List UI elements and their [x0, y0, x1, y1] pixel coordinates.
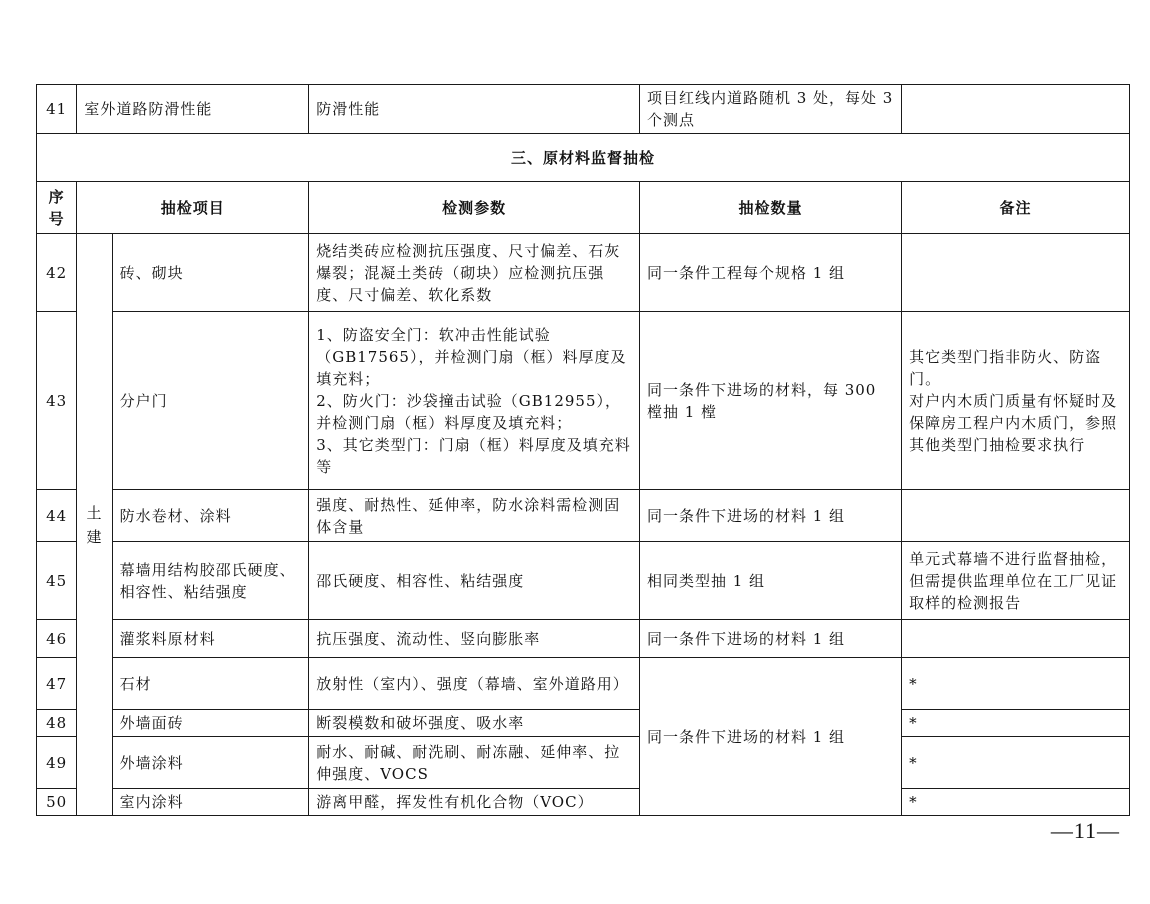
param-line: 2、防火门：沙袋撞击试验（GB12955），并检测门扇（框）料厚度及填充料；: [316, 391, 622, 432]
param-cell: 强度、耐热性、延伸率，防水涂料需检测固体含量: [309, 490, 640, 542]
qty-cell: 相同类型抽 1 组: [639, 542, 901, 620]
param-cell: 耐水、耐碱、耐洗刷、耐冻融、延伸率、拉伸强度、VOCS: [309, 737, 640, 789]
note-cell: *: [902, 789, 1130, 816]
qty-cell: 项目红线内道路随机 3 处，每处 3 个测点: [639, 85, 901, 134]
row-number: 49: [37, 737, 77, 789]
qty-cell-merged: 同一条件下进场的材料 1 组: [639, 658, 901, 816]
param-cell: 防滑性能: [309, 85, 640, 134]
item-cell: 室外道路防滑性能: [77, 85, 309, 134]
note-cell: *: [902, 737, 1130, 789]
category-char: 建: [86, 527, 103, 546]
item-cell: 室内涂料: [112, 789, 309, 816]
table-row: [37, 789, 1130, 816]
row-number: 43: [37, 312, 77, 490]
header-row: [37, 182, 1130, 234]
param-line: 3、其它类型门：门扇（框）料厚度及填充料等: [316, 435, 631, 476]
param-cell: 抗压强度、流动性、竖向膨胀率: [309, 620, 640, 658]
table-row: [37, 737, 1130, 789]
item-cell: 防水卷材、涂料: [112, 490, 309, 542]
inspection-table: [36, 84, 1130, 816]
row-number: 48: [37, 710, 77, 737]
table-row: [37, 490, 1130, 542]
note-cell: [902, 85, 1130, 134]
item-cell: 砖、砌块: [112, 234, 309, 312]
header-note: 备注: [902, 182, 1130, 234]
header-no: [37, 182, 77, 234]
note-cell: [902, 312, 1130, 490]
item-cell: 分户门: [112, 312, 309, 490]
param-cell: 游离甲醛，挥发性有机化合物（VOC）: [309, 789, 640, 816]
row-number: 41: [37, 85, 77, 134]
table-row: [37, 658, 1130, 710]
header-no-line2: 号: [48, 209, 65, 228]
table-row: [37, 542, 1130, 620]
item-cell: 石材: [112, 658, 309, 710]
item-cell: 幕墙用结构胶邵氏硬度、相容性、粘结强度: [112, 542, 309, 620]
note-line: 对户内木质门质量有怀疑时及保障房工程户内木质门，参照其他类型门抽检要求执行: [909, 391, 1118, 454]
row-number: 45: [37, 542, 77, 620]
table-row: [37, 234, 1130, 312]
param-cell: 邵氏硬度、相容性、粘结强度: [309, 542, 640, 620]
note-cell: [902, 234, 1130, 312]
section-title: 三、原材料监督抽检: [37, 134, 1130, 182]
item-cell: 外墙面砖: [112, 710, 309, 737]
note-cell: 单元式幕墙不进行监督抽检，但需提供监理单位在工厂见证取样的检测报告: [902, 542, 1130, 620]
table-row: [37, 85, 1130, 134]
item-cell: 外墙涂料: [112, 737, 309, 789]
row-number: 42: [37, 234, 77, 312]
row-number: 46: [37, 620, 77, 658]
param-line: 1、防盗安全门：软冲击性能试验（GB17565），并检测门扇（框）料厚度及填充料；: [316, 325, 627, 388]
header-item: 抽检项目: [77, 182, 309, 234]
qty-cell: 同一条件下进场的材料 1 组: [639, 620, 901, 658]
qty-cell: 同一条件工程每个规格 1 组: [639, 234, 901, 312]
qty-cell: 同一条件下进场的材料 1 组: [639, 490, 901, 542]
note-cell: *: [902, 658, 1130, 710]
item-cell: 灌浆料原材料: [112, 620, 309, 658]
param-cell: 断裂模数和破坏强度、吸水率: [309, 710, 640, 737]
qty-cell: 同一条件下进场的材料，每 300 樘抽 1 樘: [639, 312, 901, 490]
category-char: 土: [86, 503, 103, 522]
param-cell: [309, 312, 640, 490]
note-cell: *: [902, 710, 1130, 737]
category-cell: [77, 234, 112, 816]
note-line: 其它类型门指非防火、防盗门。: [909, 347, 1102, 388]
header-param: 检测参数: [309, 182, 640, 234]
table-row: [37, 710, 1130, 737]
header-qty: 抽检数量: [639, 182, 901, 234]
row-number: 47: [37, 658, 77, 710]
section-row: [37, 134, 1130, 182]
param-cell: 放射性（室内）、强度（幕墙、室外道路用）: [309, 658, 640, 710]
param-cell: 烧结类砖应检测抗压强度、尺寸偏差、石灰爆裂；混凝土类砖（砌块）应检测抗压强度、尺寸偏差、软化系数: [309, 234, 640, 312]
table-row: [37, 312, 1130, 490]
table-row: [37, 620, 1130, 658]
note-cell: [902, 490, 1130, 542]
page-number: —11—: [1050, 818, 1120, 843]
row-number: 44: [37, 490, 77, 542]
header-no-line1: 序: [48, 187, 65, 206]
note-cell: [902, 620, 1130, 658]
row-number: 50: [37, 789, 77, 816]
